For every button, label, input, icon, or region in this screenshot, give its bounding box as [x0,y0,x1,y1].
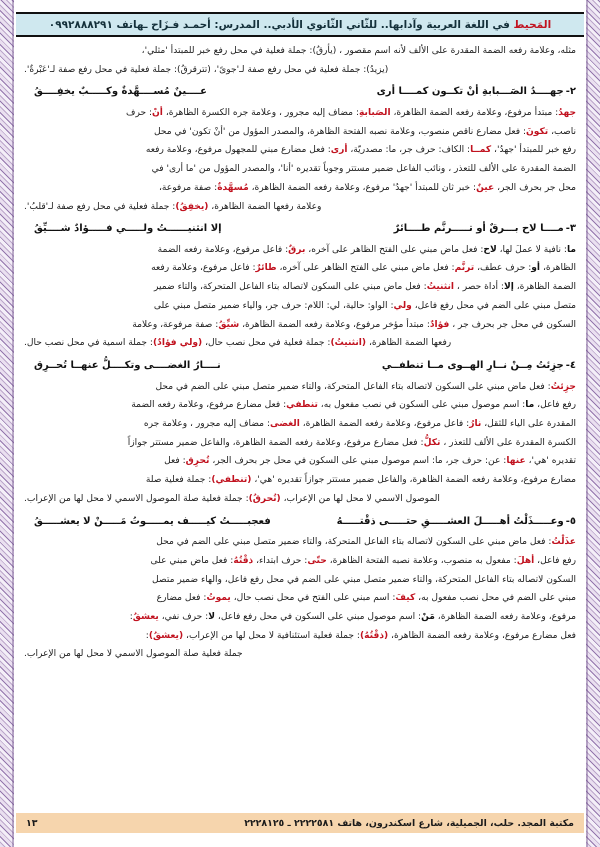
page-header-banner [16,12,584,37]
analysis-line: جملة فعلية صلة الموصول الاسمي لا محل لها من الإعراب. [24,649,243,660]
decorative-border-right [586,0,600,847]
analysis-line: الموصول الاسمي لا محل لها من الإعراب، (تُحرقُ): جملة فعلية صلة الموصول الاسمي لا محل لها من الإعراب. [24,493,440,504]
verse-hemistich-second: عــــينٌ مُســــهَّدةٌ وكـــــبٌ يخفِــــقُ [34,86,207,98]
analysis-line: تقديره 'هي'، عنها: عن: حرف جر، ما: اسم موصول مبني على السكون في محل جر بحرف الجر، تُحرِق: فعل [164,456,576,467]
analysis-line: السكون لاتصاله بتاء الفاعل المتحركة، والتاء ضمير متصل مبني على الضم في محل رفع فاعل، والهاء ضمير متصل [152,574,576,585]
verse-hemistich-first [377,82,576,102]
continued-paragraph-line: مثله، وعلامة رفعه الضمة المقدرة على الألف لأنه اسم مقصور ، (يأرقُ): جملة فعلية في محل رفع خبر للمبتدأ 'مثلي'، [141,46,576,56]
analysis-block-verse3 [24,242,576,353]
verse-hemistich-second: إلا انثنيــــــتُ ولـــــي فـــــؤادٌ شــــيِّقُ [34,223,222,235]
analysis-line: جهدُ: مبتدأ مرفوع، وعلامة رفعه الضمة الظاهرة، الصَبابةِ: مضاف إليه مجرور ، وعلامة جره الكسرة الظاهرة، أنْ: حرف [126,107,576,118]
verse-line [24,512,576,532]
analysis-line: رفع خبر للمبتدأ 'جهدُ'، كمــا: الكاف: حرف جر، ما: مصدريّة، أرى: فعل مضارع مبني للمجهول مرفوع، وعلامة رفعه [145,145,576,156]
analysis-line: مضارع مرفوع، وعلامة رفعه الضمة الظاهرة، والفاعل ضمير مستتر جوازاً تقديره 'هي'، (تنطفي): جملة فعلية صلة [145,475,576,486]
verse-hemistich-second: فعجبـــــتُ كيـــــف يمـــــوتُ مَـــــنْ لا يعشـــــقُ [34,515,271,527]
continued-paragraph-line: (يزيدُ): جملة فعلية في محل رفع صفة لـ'جوىً'، (تترقرقُ): جملة فعلية في محل رفع صفة لـ'عَبْرةٌ'. [24,64,389,75]
page-number: ١٣ [26,817,38,829]
verse-hemistich-first [382,356,576,376]
verse-hemistich-second: نــــارُ الغضــــى وتكــــلُّ عنهــا تُحــرِق [34,360,221,372]
verse-number: ٤- [565,360,576,372]
analysis-block-verse2 [24,105,576,216]
analysis-line: المقدرة على الياء للثقل، نارُ: فاعل مرفوع، وعلامة رفعه الضمة الظاهرة، الغضى: مضاف إليه مجرور ، وعلامة جره [143,419,576,429]
analysis-line: جزِئتُ: فعل ماض مبني على السكون لاتصاله بتاء الفاعل المتحركة، والتاء ضمير متصل مبني على الضم في محل [155,381,576,392]
analysis-line: عذَلْتُ: فعل ماض مبني على السكون لاتصاله بتاء الفاعل المتحركة، والتاء ضمير متصل مبني على الضم في محل [156,537,576,548]
analysis-line: رفع فاعل، أهلَ: مفعول به منصوب، وعلامة نصبه الفتحة الظاهرة، حتّى: حرف ابتداء، ذقْتُهُ: فعل ماض مبني على [150,555,576,566]
page-sheet [16,6,584,843]
analysis-line: مرفوع، وعلامة رفعه الضمة الظاهرة، مَنْ: اسم موصول مبني على السكون في محل رفع فاعل، لا: حرف نفي، يعشقُ: [129,611,576,622]
publisher-info: مكتبة المجد. حلب، الجميلية، شارع اسكندرون، هاتف ٢٢٢٢٥٨١ ـ ٢٢٢٨١٢٥ [244,817,574,829]
verse-text-first: جزِئتُ مِــنْ نــارِ الهــوى مــا تنطفــي [381,360,564,372]
footer-banner [16,813,584,833]
analysis-line: السكون في محل جر بحرف جر ، فؤادٌ: مبتدأ مؤخر مرفوع، وعلامة رفعه الضمة الظاهرة، شيِّقُ: صفة مرفوعة، وعلامة [132,319,576,330]
analysis-line: ما: نافية لا عملَ لها، لاح: فعل ماض مبني على الفتح الظاهر على آخره، برقٌ: فاعل مرفوع، وعلامة رفعه الضمة [157,244,576,255]
analysis-line: فعل مضارع مرفوع، وعلامة رفعه الضمة الظاهرة، (ذقْتُهُ): جملة فعلية استئنافية لا محل لها من الإعراب، (يعشقُ): [145,630,576,641]
verse-hemistich-first [394,219,576,239]
decorative-border-left [0,0,14,847]
analysis-line: ناصب، تكونَ: فعل مضارع ناقص منصوب، وعلامة نصبه الفتحة الظاهرة، والمصدر المؤول من 'أنْ تكون' في محل [153,126,576,137]
verse-hemistich-first [337,512,576,532]
analysis-line: رفع فاعل، ما: اسم موصول مبني على السكون في نصب مفعول به، تنطفي: فعل مضارع مرفوع، وعلامة رفعه الضمة [131,400,576,411]
analysis-line: الظاهرة، أو: حرف عطف، ترنَّم: فعل ماض مبني على الفتح الظاهر على آخره، طائرٌ: فاعل مرفوع، وعلامة رفعه [151,263,576,274]
verse-number: ٣- [565,223,576,235]
verse-text-first: جهــــدُ الصَـــبابةِ أنْ تكــون كمــــا أرى [376,86,564,98]
verse-text-first: وعـــــذَلْتُ أهـــــلَ العشـــــقِ حتـــــى ذقْتـــــهُ [336,515,564,527]
analysis-line: الكسرة المقدرة على الألف للتعذر ، تكلُّ: فعل مضارع مرفوع، وعلامة رفعه الضمة الظاهرة، والفاعل ضمير مستتر جوازاً [127,437,576,448]
verse-text-first: مــــا لاح بـــرقٌ أو تـــــرنَّم طــــائرٌ [393,223,564,235]
analysis-line: الضمة الظاهرة، إلا: أداة حصر ، انثنيتُ: فعل ماض مبني على السكون لاتصاله بتاء الفاعل المتحركة، والتاء ضمير [153,282,576,293]
analysis-line: وعلامة رفعها الضمة الظاهرة، (يخفِقُ): جملة فعلية في محل رفع صفة لـ'قلبُ'. [24,201,322,212]
header-subtitle: في اللغة العربية وآدابها.. للثّاني الثّانوي الأدبي.. المدرس: أحمـد فـزَاح ـهاتف ٠٩٩٢٨٨٨٢٩١ [48,18,514,31]
verse-number: ٢- [565,86,576,98]
header-title [49,19,551,31]
analysis-line: متصل مبني على الضم في محل رفع فاعل، ولي: الواو: حالية، لي: اللام: حرف جر، والياء ضمير متصل مبني على [153,300,576,311]
analysis-block-verse5 [24,534,576,664]
page-body [16,39,584,813]
analysis-block-verse4 [24,379,576,509]
verse-number: ٥- [565,515,576,527]
analysis-line: مبني على الضم في محل نصب مفعول به، كيفَ: اسم مبني على الفتح في محل نصب حال، يموتُ: فعل مضارع [156,593,576,604]
verse-line [24,82,576,102]
page-footer [16,813,584,843]
verse-line [24,356,576,376]
analysis-line: محل جر بحرف الجر، عينٌ: خبر ثان للمبتدأ 'جهدُ' مرفوع، وعلامة رفعه الضمة الظاهرة، مُسهَّدةٌ: صفة مرفوعة، [158,182,576,193]
header-brand: المَحيط [513,18,552,31]
analysis-line: رفعها الضمة الظاهرة، (انثنيتُ): جملة فعلية في محل نصب حال، (ولي فؤادٌ): جملة اسمية في محل نصب حال. [24,338,452,349]
verse-line [24,219,576,239]
analysis-line: الضمة المقدرة على الألف للتعذر ، ونائب الفاعل ضمير مستتر وجوباً تقديره 'أنا'، والمصدر المؤول من 'ما أرى' في [151,164,576,175]
